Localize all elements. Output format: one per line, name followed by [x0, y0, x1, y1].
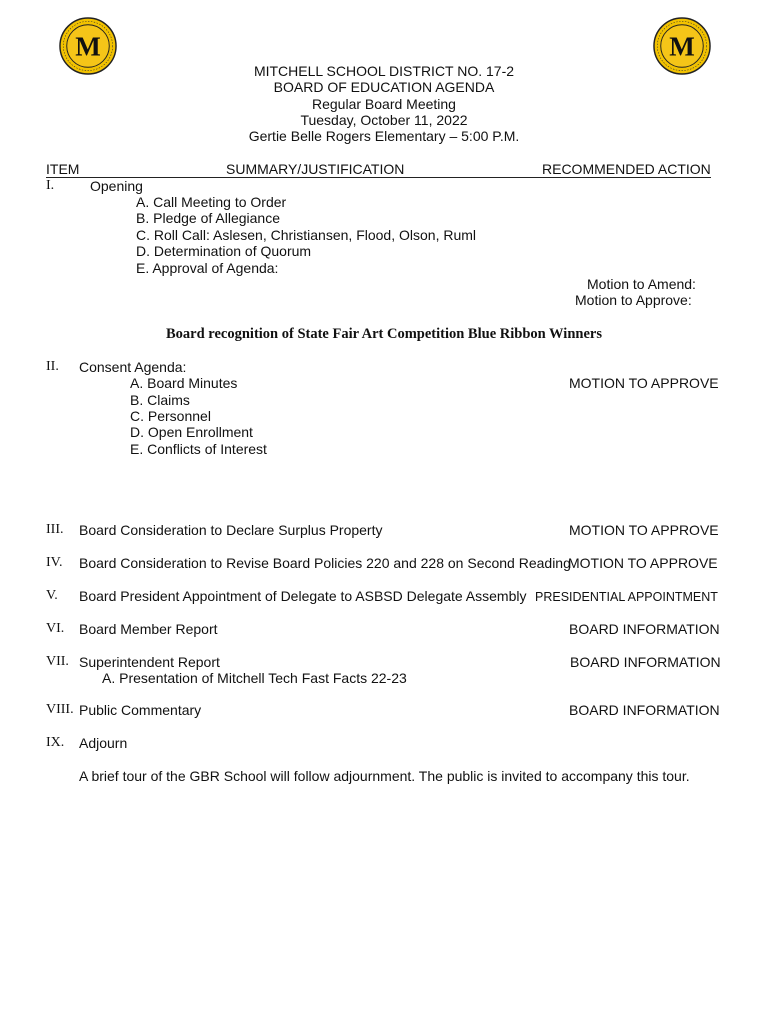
recommended-action: MOTION TO APPROVE: [569, 522, 719, 538]
sub-item: B. Claims: [130, 392, 190, 408]
tour-note: A brief tour of the GBR School will follow adjournment. The public is invited to accompany this tour.: [79, 768, 690, 784]
sub-item: E. Approval of Agenda:: [136, 260, 279, 276]
sub-item: B. Pledge of Allegiance: [136, 210, 280, 226]
recommended-action: MOTION TO APPROVE: [568, 555, 718, 571]
sub-item: E. Conflicts of Interest: [130, 441, 267, 457]
sub-item: D. Open Enrollment: [130, 424, 253, 440]
motion-to-approve: Motion to Approve:: [575, 292, 692, 308]
item-title-consent-agenda: Consent Agenda:: [79, 359, 187, 375]
column-action: RECOMMENDED ACTION: [542, 161, 711, 177]
item-title-public-commentary: Public Commentary: [79, 702, 202, 718]
item-title-delegate-appointment: Board President Appointment of Delegate to ASBSD Delegate Assembly: [79, 588, 527, 604]
item-title-revise-policies: Board Consideration to Revise Board Policies 220 and 228 on Second Reading: [79, 555, 571, 571]
recommended-action: BOARD INFORMATION: [569, 702, 720, 718]
item-number: I.: [46, 178, 55, 193]
sub-item: C. Personnel: [130, 408, 211, 424]
recommended-action: PRESIDENTIAL APPOINTMENT: [535, 590, 718, 604]
item-number: IX.: [46, 735, 65, 750]
item-title-adjourn: Adjourn: [79, 735, 128, 751]
sub-item: A. Board Minutes: [130, 375, 238, 391]
meeting-date: Tuesday, October 11, 2022: [300, 112, 468, 128]
agenda-title: BOARD OF EDUCATION AGENDA: [273, 79, 495, 95]
meeting-type: Regular Board Meeting: [312, 96, 456, 112]
item-number: V.: [46, 588, 58, 603]
motion-to-amend: Motion to Amend:: [587, 276, 696, 292]
sub-item: D. Determination of Quorum: [136, 243, 312, 259]
logo-letter: M: [75, 31, 101, 62]
item-number: II.: [46, 359, 59, 374]
item-number: VII.: [46, 654, 69, 669]
recommended-action: BOARD INFORMATION: [570, 654, 721, 670]
recognition-heading: Board recognition of State Fair Art Competition Blue Ribbon Winners: [166, 326, 602, 342]
item-number: III.: [46, 522, 64, 537]
item-title-surplus-property: Board Consideration to Declare Surplus Property: [79, 522, 383, 538]
sub-item: A. Call Meeting to Order: [136, 194, 287, 210]
column-summary: SUMMARY/JUSTIFICATION: [226, 161, 405, 177]
sub-item: A. Presentation of Mitchell Tech Fast Facts 22-23: [102, 670, 407, 686]
item-number: VIII.: [46, 702, 74, 717]
column-item: ITEM: [46, 161, 80, 177]
item-number: IV.: [46, 555, 63, 570]
logo-letter: M: [669, 31, 695, 62]
item-title-board-member-report: Board Member Report: [79, 621, 218, 637]
district-name: MITCHELL SCHOOL DISTRICT NO. 17-2: [253, 63, 515, 79]
column-divider: [46, 177, 711, 178]
meeting-location-time: Gertie Belle Rogers Elementary – 5:00 P.M.: [248, 128, 520, 144]
item-number: VI.: [46, 621, 65, 636]
sub-item: C. Roll Call: Aslesen, Christiansen, Flood, Olson, Ruml: [136, 227, 477, 243]
item-title-opening: Opening: [90, 178, 143, 194]
recommended-action: BOARD INFORMATION: [569, 621, 720, 637]
recommended-action: MOTION TO APPROVE: [569, 375, 719, 391]
item-title-superintendent-report: Superintendent Report: [79, 654, 220, 670]
